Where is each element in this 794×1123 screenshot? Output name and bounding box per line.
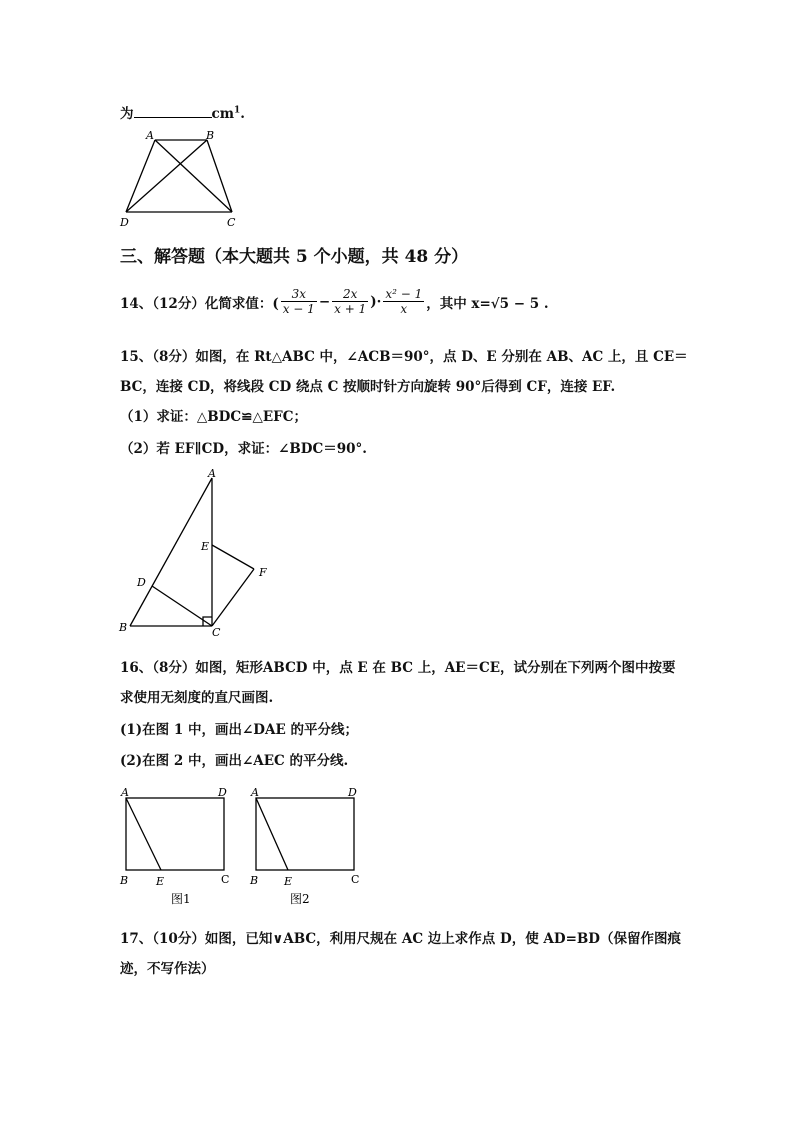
q13-unit-exponent: 1 [234,105,241,116]
right-triangle-figure [112,462,282,642]
label-b: B [250,874,259,887]
q13-end: . [240,106,245,122]
q13-answer-line [120,102,245,122]
q16-part-2: (2)在图 2 中，画出∠AEC 的平分线. [120,753,349,769]
segment-ae [126,798,161,870]
q16-line-2: 求使用无刻度的直尺画图. [120,690,274,706]
label-c: C [351,873,360,886]
fraction-1 [281,287,317,316]
q15-part-1: （1）求证：△BDC≌△EFC； [120,409,307,425]
question-14 [120,287,549,316]
label-a: A [121,786,129,799]
segment-ad [126,140,155,212]
q16-part-1: (1)在图 1 中，画出∠DAE 的平分线； [120,722,358,738]
figure-1-caption: 图1 [171,892,191,906]
figure-2-caption: 图2 [290,892,310,906]
fraction-2-numerator: 2x [332,287,368,302]
q14-head: 14、（12分）化简求值：( [120,295,279,312]
fraction-3-denominator: x [400,302,408,316]
q16-line-1: 16、（8分）如图，矩形ABCD 中，点 E 在 BC 上，AE＝CE，试分别在下列两个图中按要 [120,660,676,676]
label-d: D [137,576,146,589]
label-b: B [119,621,128,634]
q14-tail: ，其中 x=√5 − 5 . [426,295,549,312]
label-a: A [146,129,154,142]
close-paren: )· [370,293,382,310]
fraction-3 [383,287,424,316]
label-e: E [201,540,210,553]
rectangle-figure-2 [246,782,371,908]
q15-line-1: 15、（8分）如图，在 Rt△ABC 中，∠ACB＝90°，点 D、E 分别在 AB、AC 上，且 CE＝ [120,349,688,365]
fraction-3-numerator: x² − 1 [385,287,423,301]
q13-answer-blank[interactable] [134,103,212,118]
label-e: E [284,875,293,888]
label-d: D [348,786,357,799]
segment-cf [212,569,254,626]
label-c: C [227,216,236,229]
q15-line-2: BC，连接 CD，将线段 CD 绕点 C 按顺时针方向旋转 90°后得到 CF，连接 EF. [120,379,616,395]
rectangle-abcd [126,798,224,870]
label-f: F [259,566,267,579]
trapezoid-figure [110,128,250,230]
section-heading: 三、解答题（本大题共 5 个小题，共 48 分） [120,247,469,267]
segment-ab [130,478,212,626]
q13-prefix: 为 [120,106,134,122]
fraction-1-numerator: 3x [281,287,317,302]
segment-ef [212,545,254,569]
q13-unit: cm [211,106,235,122]
label-b: B [120,874,129,887]
segment-ae [256,798,288,870]
rectangle-abcd [256,798,354,870]
label-d: D [120,216,129,229]
minus-sign: − [318,293,331,310]
label-a: A [208,467,216,480]
fraction-2 [332,287,368,316]
label-c: C [212,626,221,639]
q17-line-2: 迹，不写作法） [120,961,215,977]
fraction-1-denominator: x − 1 [282,302,315,316]
rectangle-figure-1 [116,782,241,908]
fraction-2-denominator: x + 1 [334,302,367,316]
label-e: E [156,875,165,888]
label-d: D [218,786,227,799]
q17-line-1: 17、（10分）如图，已知∨ABC，利用尺规在 AC 边上求作点 D，使 AD=BD（保留作图痕 [120,931,682,947]
label-c: C [221,873,230,886]
label-a: A [251,786,259,799]
label-b: B [206,129,215,142]
q15-part-2: （2）若 EF∥CD，求证：∠BDC＝90°. [120,441,367,457]
